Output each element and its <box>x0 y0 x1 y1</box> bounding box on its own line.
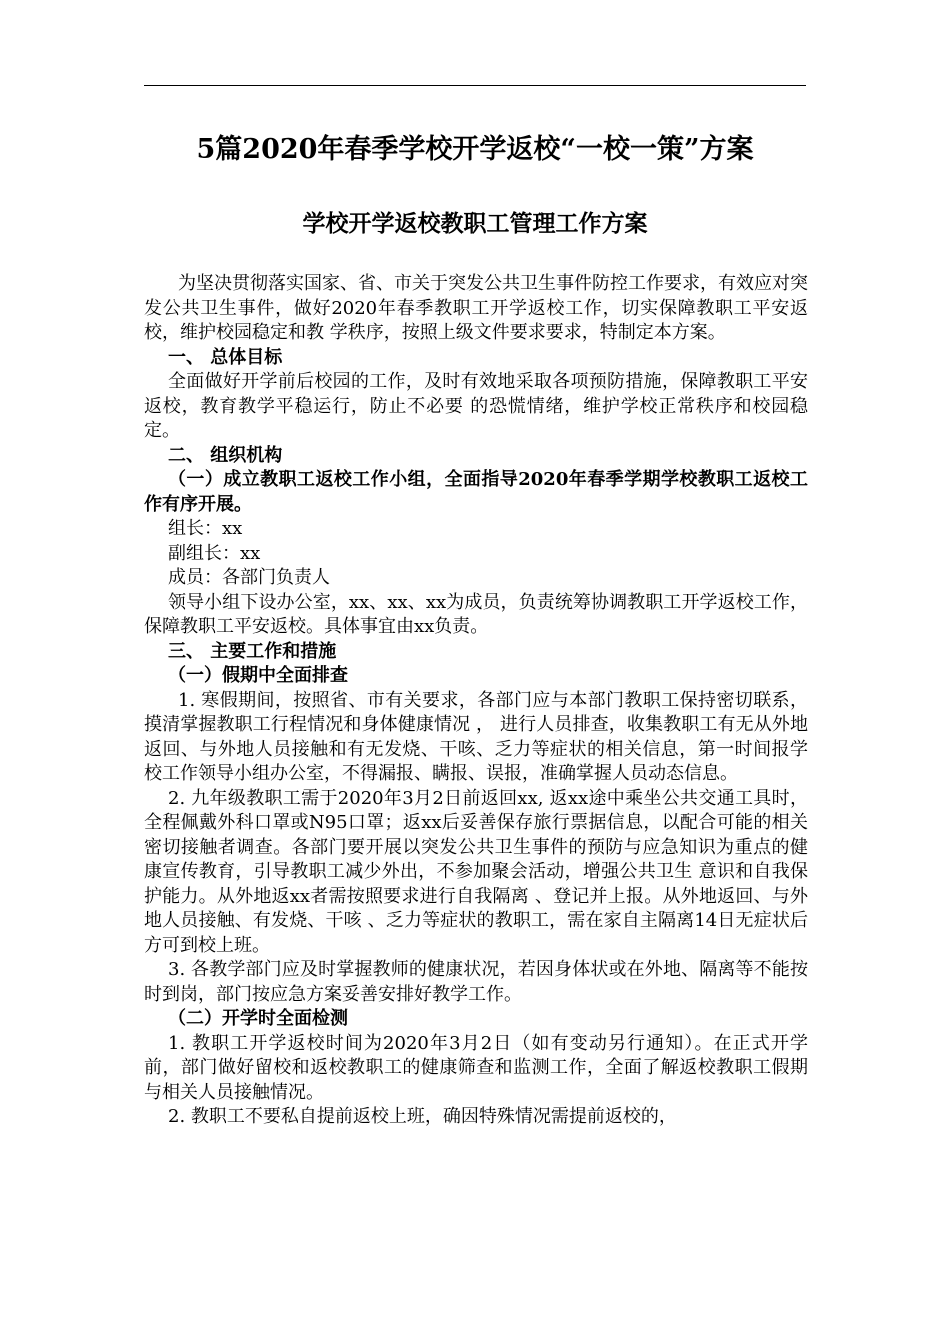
subsection-heading-holiday-check: （一）假期中全面排查 <box>168 665 348 686</box>
holiday-item-2: 2. 九年级教职工需于2020年3月2日前返回xx, 返xx途中乘坐公共交通工具时，全程佩戴外科口罩或N95口罩；返xx后妥善保存旅行票据信息，以配合可能的相关密切接触者调查。各部门要开展以突发公共卫生事件的预防与应急知识为重点的健康宣传教育，引导教职工减少外出，不参加聚会活动，增强公共卫生 意识和自我保护能力。从外地返xx者需按照要求进行自我隔离 、登记并上报。从外地返回、与外地人员接触、有发烧、干咳 、乏力等症状的教职工，需在家自主隔离14日无症状后方可到校上班。 <box>144 787 808 956</box>
group-leader-line: 组长：xx <box>168 518 243 539</box>
members-line: 成员：各部门负责人 <box>168 567 330 588</box>
opening-item-2: 2. 教职工不要私自提前返校上班，确因特殊情况需提前返校的， <box>168 1106 677 1127</box>
goals-paragraph: 全面做好开学前后校园的工作，及时有效地采取各项预防措施，保障教职工平安返校，教育教学平稳运行，防止不必要 的恐慌情绪，维护学校正常秩序和校园稳定。 <box>144 371 808 441</box>
subsection-heading-opening-check: （二）开学时全面检测 <box>168 1008 348 1029</box>
opening-item-1: 1. 教职工开学返校时间为2020年3月2日（如有变动另行通知）。在正式开学前，部门做好留校和返校教职工的健康筛查和监测工作，全面了解返校教职工假期与相关人员接触情况。 <box>144 1032 808 1103</box>
deputy-leader-line: 副组长：xx <box>168 542 261 564</box>
office-paragraph: 领导小组下设办公室，xx、xx、xx为成员，负责统筹协调教职工开学返校工作，保障教职工平安返校。具体事宜由xx负责。 <box>144 591 808 637</box>
document-subtitle: 学校开学返校教职工管理工作方案 <box>302 210 648 237</box>
section-heading-organization: 二、 组织机构 <box>168 444 283 466</box>
section-heading-goals: 一、 总体目标 <box>168 346 283 368</box>
holiday-item-3: 3. 各教学部门应及时掌握教师的健康状况，若因身体状或在外地、隔离等不能按时到岗，部门按应急方案妥善安排好教学工作。 <box>144 959 808 1005</box>
intro-paragraph: 为坚决贯彻落实国家、省、市关于突发公共卫生事件防控工作要求，有效应对突发公共卫生事件，做好2020年春季教职工开学返校工作，切实保障教职工平安返校，维护校园稳定和教 学秩序，按照上级文件要求要求，特制定本方案。 <box>144 273 808 343</box>
header-rule <box>144 85 806 86</box>
holiday-item-1: 1. 寒假期间，按照省、市有关要求，各部门应与本部门教职工保持密切联系，摸清掌握教职工行程情况和身体健康情况 ， 进行人员排查，收集教职工有无从外地返回、与外地人员接触和有无发烧、干咳、乏力等症状的相关信息，第一时间报学校工作领导小组办公室，不得漏报、瞒报、误报，准确掌握人员动态信息。 <box>144 689 808 784</box>
document-body <box>144 272 808 1130</box>
subsection-heading-working-group: （一）成立教职工返校工作小组，全面指导2020年春季学期学校教职工返校工作有序开展。 <box>144 469 808 515</box>
section-heading-measures: 三、 主要工作和措施 <box>168 640 337 662</box>
document-title: 5篇2020年春季学校开学返校“一校一策”方案 <box>196 134 754 165</box>
